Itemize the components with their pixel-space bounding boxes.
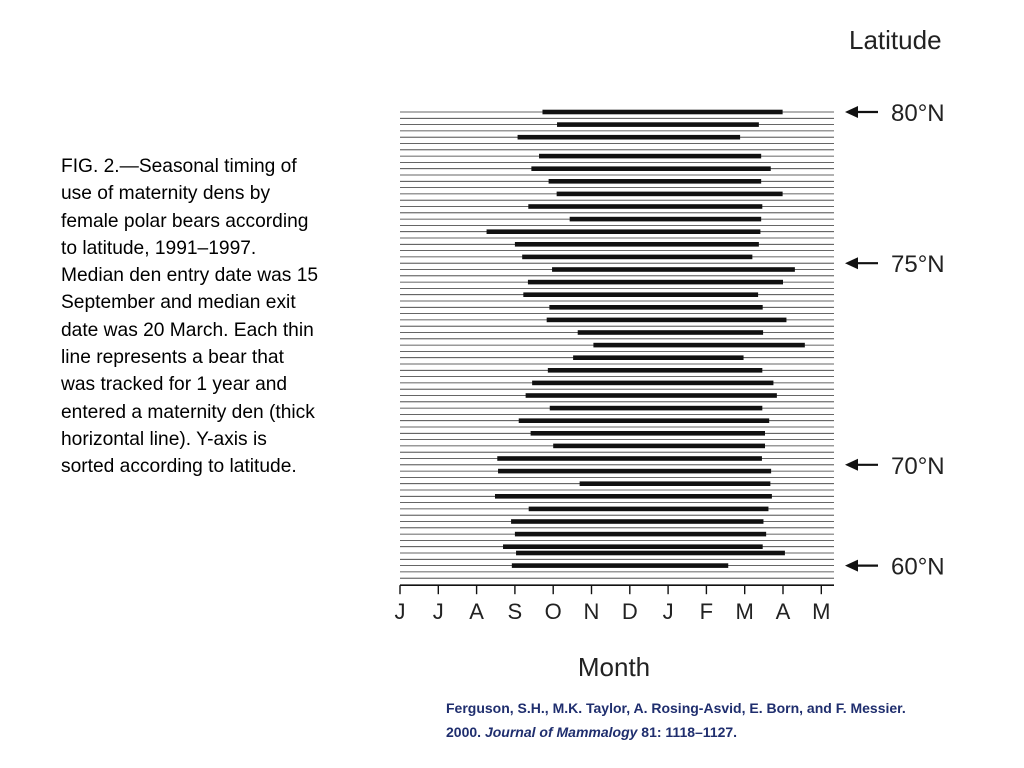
x-tick-label: A bbox=[775, 599, 791, 625]
den-bar bbox=[498, 469, 771, 474]
citation bbox=[446, 697, 1006, 744]
latitude-marker bbox=[845, 251, 945, 278]
den-bar bbox=[516, 551, 785, 556]
arrow-head-icon bbox=[845, 459, 858, 471]
arrow-head-icon bbox=[845, 106, 858, 118]
den-bar bbox=[497, 456, 762, 461]
den-bar bbox=[518, 135, 741, 140]
den-bar bbox=[550, 406, 763, 411]
arrow-head-icon bbox=[845, 257, 858, 269]
x-tick-label: S bbox=[507, 599, 523, 625]
den-bar bbox=[552, 267, 795, 272]
latitude-marker bbox=[845, 453, 945, 480]
den-bar bbox=[523, 292, 758, 297]
den-bar bbox=[522, 255, 752, 260]
x-tick-label: M bbox=[812, 599, 831, 625]
latitude-marker bbox=[845, 554, 945, 581]
x-tick-label: D bbox=[621, 599, 638, 625]
den-bar bbox=[503, 544, 763, 549]
latitude-markers bbox=[845, 100, 945, 581]
x-tick-label: A bbox=[469, 599, 484, 625]
den-bar bbox=[573, 355, 743, 360]
figure-caption: FIG. 2.—Seasonal timing of use of maternity dens by female polar bears according to latitude, 1991–1997. Median den entry date was 15 September and median exit date was 20 March. Each thin line represents a bear that was tracked for 1 year and entered a maternity den (thick horizontal line). Y-axis is sorted according to latitude. bbox=[61, 156, 319, 478]
x-axis bbox=[395, 585, 835, 624]
citation-source bbox=[446, 721, 1006, 745]
den-bar bbox=[495, 494, 772, 499]
den-bar bbox=[548, 368, 762, 373]
den-bar bbox=[512, 563, 728, 568]
x-axis-title: Month bbox=[577, 652, 651, 682]
arrow-head-icon bbox=[845, 560, 858, 572]
latitude-label: 70°N bbox=[891, 452, 945, 480]
den-bar bbox=[578, 330, 763, 335]
y-axis-title: Latitude bbox=[849, 25, 942, 55]
den-bar bbox=[570, 217, 762, 222]
den-bar bbox=[515, 532, 766, 537]
x-tick-label: J bbox=[394, 599, 406, 625]
latitude-marker bbox=[845, 100, 945, 127]
citation-authors: Ferguson, S.H., M.K. Taylor, A. Rosing-Asvid, E. Born, and F. Messier. bbox=[446, 700, 906, 716]
den-bar bbox=[593, 343, 804, 348]
den-bar bbox=[542, 110, 782, 115]
den-bar bbox=[557, 192, 783, 197]
citation-pages: 81: 1118–1127. bbox=[637, 723, 738, 740]
den-bar bbox=[528, 280, 783, 285]
den-bar bbox=[519, 418, 769, 423]
den-bar bbox=[549, 305, 762, 310]
citation-journal: Journal of Mammalogy bbox=[484, 723, 638, 740]
x-tick-label: J bbox=[432, 599, 444, 625]
den-bar bbox=[531, 166, 770, 171]
den-bar bbox=[547, 318, 787, 323]
den-bar bbox=[515, 242, 759, 247]
den-bar bbox=[580, 481, 771, 486]
latitude-label: 80°N bbox=[891, 100, 945, 127]
den-bar bbox=[511, 519, 763, 524]
x-tick-label: M bbox=[735, 599, 754, 625]
den-bar bbox=[532, 381, 773, 386]
x-tick-label: N bbox=[583, 599, 600, 625]
den-bar bbox=[549, 179, 762, 184]
x-tick-label: O bbox=[544, 599, 562, 625]
den-bar bbox=[528, 204, 762, 209]
citation-year: 2000. bbox=[446, 723, 485, 740]
den-bar bbox=[487, 229, 761, 234]
den-bar bbox=[553, 444, 765, 449]
latitude-label: 60°N bbox=[891, 553, 945, 581]
den-bar bbox=[557, 122, 759, 127]
den-bar bbox=[526, 393, 777, 398]
latitude-label: 75°N bbox=[891, 251, 945, 279]
x-tick-label: F bbox=[699, 599, 714, 625]
x-tick-label: J bbox=[662, 599, 674, 625]
den-bar bbox=[531, 431, 765, 436]
den-bar bbox=[539, 154, 761, 159]
den-bar bbox=[529, 507, 769, 512]
